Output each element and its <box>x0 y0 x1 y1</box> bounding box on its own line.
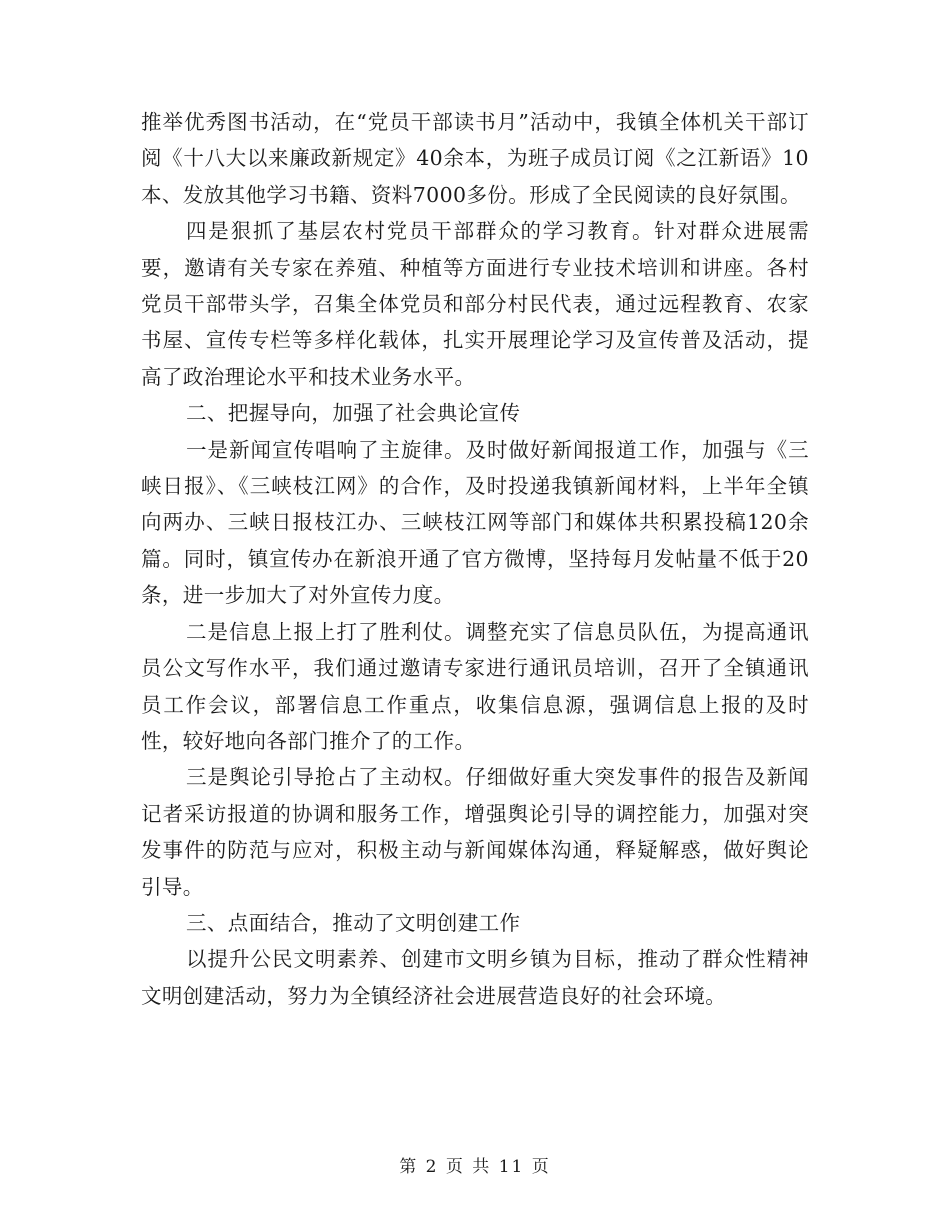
section-heading-3: 三、点面结合，推动了文明创建工作 <box>186 910 521 935</box>
paragraph-rural-education: 四是狠抓了基层农村党员干部群众的学习教育。针对群众进展需要，邀请有关专家在养殖、种植等方面进行专业技术培训和讲座。各村党员干部带头学，召集全体党员和部分村民代表，通过远程教育、农家书屋、宣传专栏等多样化载体，扎实开展理论学习及宣传普及活动，提高了政治理论水平和技术业务水平。 <box>141 219 809 389</box>
section-heading-2: 二、把握导向，加强了社会典论宣传 <box>186 401 521 426</box>
paragraph-continuation: 推举优秀图书活动，在“党员干部读书月”活动中，我镇全体机关干部订阅《十八大以来廉政新规定》40余本，为班子成员订阅《之江新语》10本、发放其他学习书籍、资料7000多份。形成了全民阅读的良好氛围。 <box>141 110 809 207</box>
page-number-footer: 第 2 页 共 11 页 <box>399 1157 551 1177</box>
document-body <box>141 104 809 1014</box>
paragraph-news-publicity: 一是新闻宣传唱响了主旋律。及时做好新闻报道工作，加强与《三峡日报》、《三峡枝江网》的合作，及时投递我镇新闻材料，上半年全镇向两办、三峡日报枝江办、三峡枝江网等部门和媒体共积累投稿120余篇。同时，镇宣传办在新浪开通了官方微博，坚持每月发帖量不低于20条，进一步加大了对外宣传力度。 <box>141 437 809 608</box>
paragraph-civilization-building: 以提升公民文明素养、创建市文明乡镇为目标，推动了群众性精神文明创建活动，努力为全镇经济社会进展营造良好的社会环境。 <box>141 947 809 1008</box>
paragraph-public-opinion: 三是舆论引导抢占了主动权。仔细做好重大突发事件的报告及新闻记者采访报道的协调和服务工作，增强舆论引导的调控能力，加强对突发事件的防范与应对，积极主动与新闻媒体沟通，释疑解惑，做好舆论引导。 <box>141 765 809 899</box>
paragraph-information-reporting: 二是信息上报上打了胜利仗。调整充实了信息员队伍，为提高通讯员公文写作水平，我们通过邀请专家进行通讯员培训，召开了全镇通讯员工作会议，部署信息工作重点，收集信息源，强调信息上报的及时性，较好地向各部门推介了的工作。 <box>141 619 809 753</box>
